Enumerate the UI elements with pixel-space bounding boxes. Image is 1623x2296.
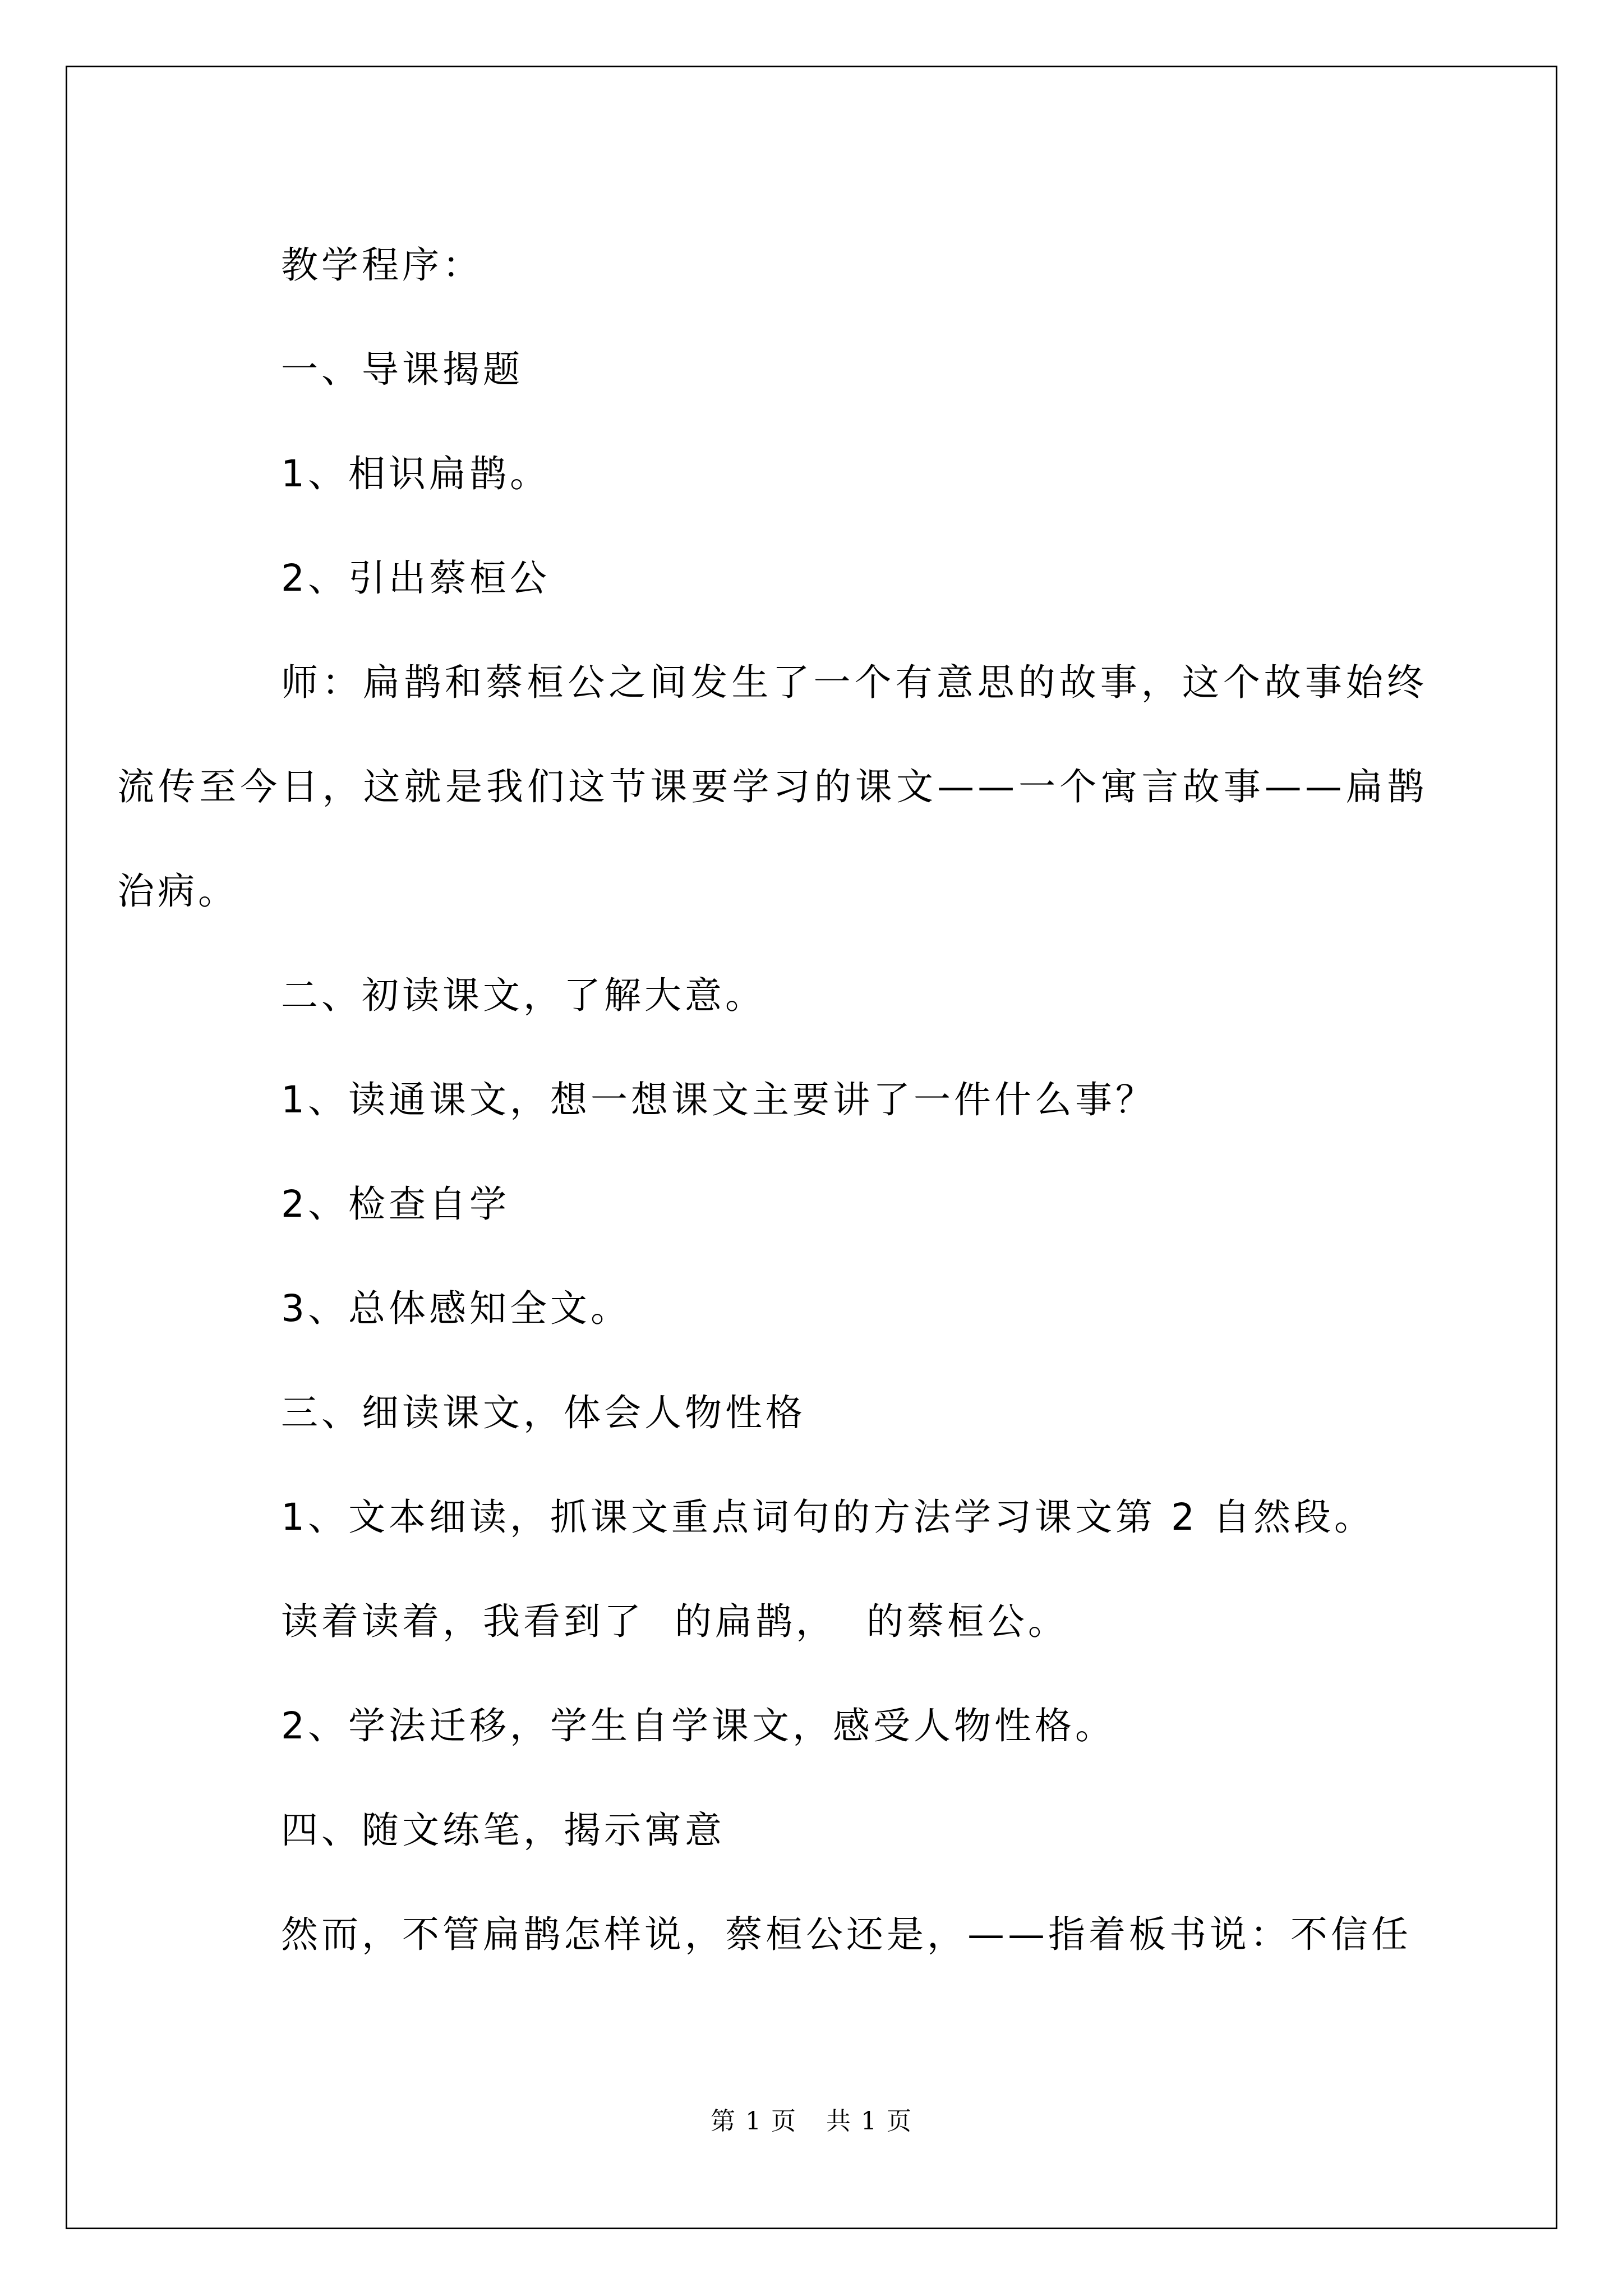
- document-body: [117, 213, 1427, 1987]
- section-heading: 二、初读课文，了解大意。: [281, 974, 766, 1017]
- paragraph: 然而，不管扁鹊怎样说，蔡桓公还是，——指着板书说：不信任: [281, 1913, 1412, 1956]
- paragraph: 3、总体感知全文。: [281, 1287, 631, 1330]
- paragraph: 2、学法迁移，学生自学课文，感受人物性格。: [281, 1704, 1115, 1747]
- paragraph: 2、检查自学: [281, 1182, 510, 1226]
- paragraph: 教学程序：: [281, 243, 483, 287]
- page-number: 第 1 页: [711, 2107, 797, 2136]
- paragraph: 读着读着，我看到了 的扁鹊， 的蔡桓公。: [281, 1600, 1068, 1643]
- section-heading: 四、随文练笔，揭示寓意: [281, 1809, 725, 1852]
- paragraph: 1、相识扁鹊。: [281, 452, 550, 495]
- paragraph: 2、引出蔡桓公: [281, 556, 550, 600]
- paragraph: 师：扁鹊和蔡桓公之间发生了一个有意思的故事，这个故事始终流传至今日，这就是我们这节课要学习的课文——一个寓言故事——扁鹊治病。: [117, 661, 1427, 913]
- section-heading: 三、细读课文，体会人物性格: [281, 1391, 806, 1434]
- section-heading: 一、导课揭题: [281, 348, 523, 391]
- page-total: 共 1 页: [826, 2107, 912, 2136]
- page-footer: [0, 2101, 1623, 2137]
- paragraph: 1、文本细读，抓课文重点词句的方法学习课文第 2 自然段。: [281, 1496, 1375, 1539]
- paragraph: 1、读通课文，想一想课文主要讲了一件什么事？: [281, 1078, 1156, 1121]
